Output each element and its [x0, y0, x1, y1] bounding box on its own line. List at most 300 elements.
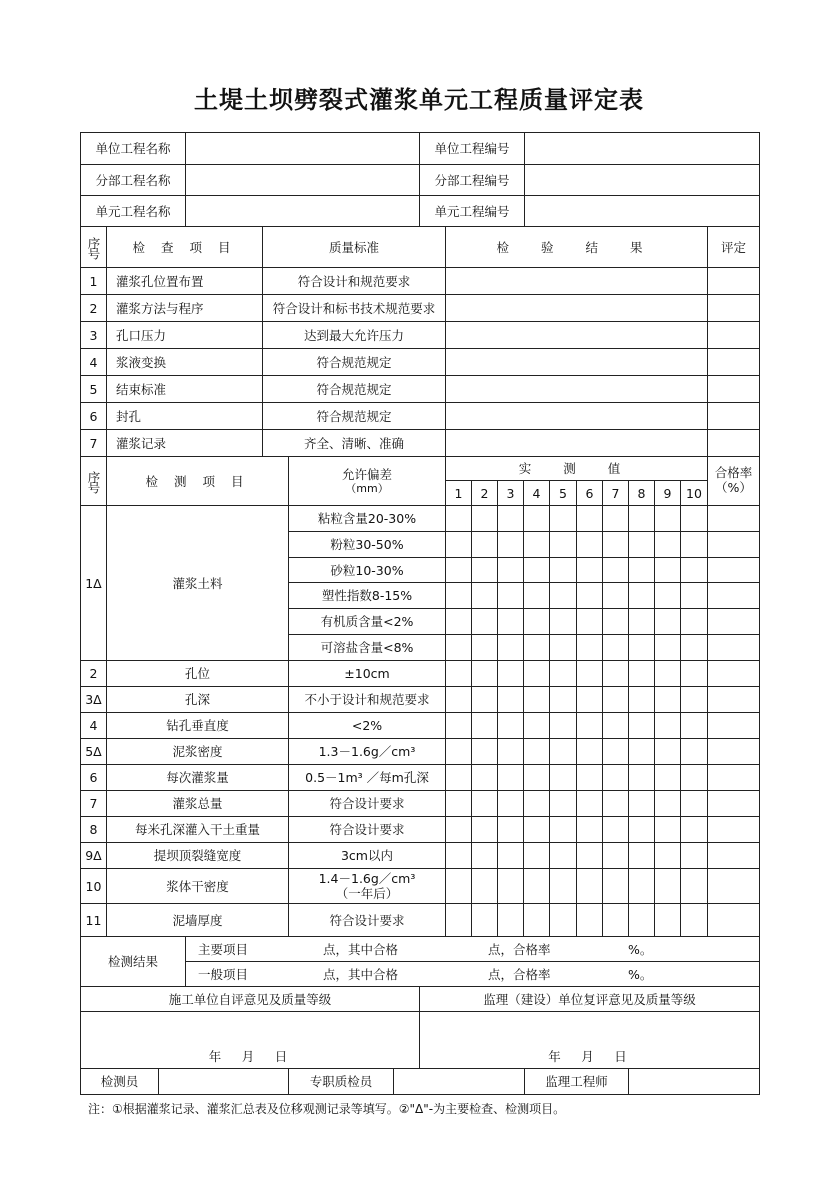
measured-value-field[interactable] [628, 634, 655, 661]
result-points: 点，其中合格 [323, 941, 399, 957]
measured-value-field[interactable] [523, 790, 550, 817]
check-result-field[interactable] [445, 402, 708, 430]
measured-value-field[interactable] [680, 816, 708, 843]
measured-value-field[interactable] [680, 660, 708, 687]
measured-value-field[interactable] [523, 903, 550, 937]
measured-value-field[interactable] [680, 608, 708, 635]
measured-value-field[interactable] [628, 686, 655, 713]
measured-value-field[interactable] [549, 686, 577, 713]
measured-value-field[interactable] [497, 712, 524, 739]
measured-value-field[interactable] [576, 738, 603, 765]
measured-value-field[interactable] [654, 764, 681, 791]
info-value-field[interactable] [185, 164, 420, 196]
measured-value-field[interactable] [680, 764, 708, 791]
pass-rate-field[interactable] [707, 738, 760, 765]
measured-value-field[interactable] [628, 842, 655, 869]
measure-tolerance: 粘粒含量20-30% [288, 505, 446, 532]
qc-label: 专职质检员 [288, 1068, 394, 1095]
measure-tolerance: 粉粒30-50% [288, 531, 446, 558]
measured-value-field[interactable] [549, 764, 577, 791]
measured-value-field[interactable] [497, 738, 524, 765]
measured-value-field[interactable] [628, 531, 655, 558]
measured-value-field[interactable] [654, 608, 681, 635]
measure-seq: 2 [80, 660, 107, 687]
measured-value-field[interactable] [549, 531, 577, 558]
result-row [185, 961, 760, 987]
measured-value-field[interactable] [445, 582, 472, 609]
measured-value-field[interactable] [471, 712, 498, 739]
measured-value-field[interactable] [445, 903, 472, 937]
measured-value-field[interactable] [680, 738, 708, 765]
measured-value-field[interactable] [602, 557, 629, 583]
measured-value-field[interactable] [680, 505, 708, 532]
measured-value-field[interactable] [576, 531, 603, 558]
measure-item: 每米孔深灌入干土重量 [106, 816, 289, 843]
measured-value-field[interactable] [654, 738, 681, 765]
measured-value-field[interactable] [471, 608, 498, 635]
measured-value-field[interactable] [445, 842, 472, 869]
result-pass: 点，合格率 [488, 966, 551, 982]
measured-value-field[interactable] [654, 531, 681, 558]
measure-item: 泥墙厚度 [106, 903, 289, 937]
measured-value-field[interactable] [549, 660, 577, 687]
measure-item: 每次灌浆量 [106, 764, 289, 791]
check-standard: 符合规范规定 [262, 375, 446, 403]
measure-tolerance-header [288, 456, 446, 506]
measured-value-field[interactable] [680, 686, 708, 713]
measured-value-field[interactable] [602, 790, 629, 817]
measured-value-field[interactable] [654, 868, 681, 904]
pass-rate-field[interactable] [707, 505, 760, 532]
check-item-header: 检 查 项 目 [106, 226, 263, 268]
measured-value-field[interactable] [471, 868, 498, 904]
info-code-field[interactable] [524, 132, 760, 165]
check-item: 灌浆记录 [106, 429, 263, 457]
pass-rate-field[interactable] [707, 634, 760, 661]
measured-value-field[interactable] [445, 738, 472, 765]
measured-value-field[interactable] [445, 712, 472, 739]
pass-rate-label: 合格率 [714, 465, 753, 480]
measured-value-field[interactable] [654, 634, 681, 661]
check-rating-field[interactable] [707, 294, 760, 322]
measured-value-field[interactable] [576, 608, 603, 635]
check-result-field[interactable] [445, 267, 708, 295]
check-item: 孔口压力 [106, 321, 263, 349]
check-item: 结束标准 [106, 375, 263, 403]
measured-value-field[interactable] [576, 505, 603, 532]
measure-column-number: 4 [523, 480, 550, 506]
measure-tolerance: 3cm以内 [288, 842, 446, 869]
measured-value-field[interactable] [471, 842, 498, 869]
measured-value-field[interactable] [445, 816, 472, 843]
measure-tolerance: 有机质含量<2% [288, 608, 446, 635]
measured-value-field[interactable] [497, 790, 524, 817]
measured-value-field[interactable] [628, 764, 655, 791]
measure-item: 钻孔垂直度 [106, 712, 289, 739]
measure-column-number: 10 [680, 480, 708, 506]
measured-value-field[interactable] [654, 505, 681, 532]
measure-seq: 1Δ [80, 505, 107, 661]
measure-item: 灌浆土料 [106, 505, 289, 661]
measured-value-field[interactable] [628, 790, 655, 817]
measured-value-field[interactable] [471, 816, 498, 843]
info-value-field[interactable] [185, 195, 420, 227]
pass-rate-field[interactable] [707, 842, 760, 869]
measured-value-field[interactable] [576, 582, 603, 609]
measured-value-field[interactable] [523, 557, 550, 583]
measured-value-field[interactable] [680, 634, 708, 661]
pass-rate-field[interactable] [707, 582, 760, 609]
measured-value-field[interactable] [471, 634, 498, 661]
measured-value-field[interactable] [497, 531, 524, 558]
measured-value-field[interactable] [523, 660, 550, 687]
info-label: 单元工程名称 [80, 195, 186, 227]
measured-value-field[interactable] [523, 531, 550, 558]
measured-value-field[interactable] [602, 686, 629, 713]
measured-value-field[interactable] [549, 842, 577, 869]
measured-value-field[interactable] [471, 505, 498, 532]
tolerance-line: 1.4－1.6g／cm³ [318, 871, 416, 886]
measured-value-field[interactable] [497, 868, 524, 904]
qc-signature-field[interactable] [393, 1068, 525, 1095]
check-rating-field[interactable] [707, 321, 760, 349]
check-seq: 4 [80, 348, 107, 376]
measure-tolerance: 符合设计要求 [288, 816, 446, 843]
measured-value-field[interactable] [576, 816, 603, 843]
measured-value-field[interactable] [680, 531, 708, 558]
check-seq: 6 [80, 402, 107, 430]
contractor-date: 年 月 日 [208, 1049, 292, 1064]
measured-value-field[interactable] [602, 582, 629, 609]
info-code-field[interactable] [524, 195, 760, 227]
check-result-header: 检 验 结 果 [445, 226, 708, 268]
contractor-opinion-field[interactable] [80, 1011, 420, 1069]
info-value-field[interactable] [185, 132, 420, 165]
measured-value-field[interactable] [523, 842, 550, 869]
measured-value-field[interactable] [549, 712, 577, 739]
measure-item: 浆体干密度 [106, 868, 289, 904]
measured-value-field[interactable] [628, 557, 655, 583]
measure-seq: 9Δ [80, 842, 107, 869]
pass-rate-header [707, 456, 760, 506]
check-rating-field[interactable] [707, 348, 760, 376]
measure-item-header: 检 测 项 目 [106, 456, 289, 506]
measure-column-number: 3 [497, 480, 524, 506]
info-code-label: 单位工程编号 [419, 132, 525, 165]
measured-value-field[interactable] [602, 842, 629, 869]
measured-value-field[interactable] [628, 505, 655, 532]
measured-value-field[interactable] [497, 634, 524, 661]
measured-value-field[interactable] [628, 816, 655, 843]
measured-value-field[interactable] [549, 557, 577, 583]
measured-value-field[interactable] [654, 712, 681, 739]
measure-tolerance: 砂粒10-30% [288, 557, 446, 583]
measured-value-field[interactable] [445, 686, 472, 713]
measured-value-field[interactable] [471, 531, 498, 558]
check-item: 浆液变换 [106, 348, 263, 376]
check-item: 灌浆方法与程序 [106, 294, 263, 322]
pass-rate-field[interactable] [707, 816, 760, 843]
measured-value-field[interactable] [523, 764, 550, 791]
measured-value-field[interactable] [680, 842, 708, 869]
measured-value-field[interactable] [576, 712, 603, 739]
measured-value-field[interactable] [680, 903, 708, 937]
check-result-field[interactable] [445, 429, 708, 457]
measured-value-field[interactable] [549, 790, 577, 817]
pass-rate-field[interactable] [707, 608, 760, 635]
measured-value-field[interactable] [628, 712, 655, 739]
measured-value-field[interactable] [523, 712, 550, 739]
measured-value-field[interactable] [576, 790, 603, 817]
measured-value-field[interactable] [549, 582, 577, 609]
measure-item: 孔位 [106, 660, 289, 687]
measured-value-field[interactable] [680, 868, 708, 904]
measured-value-field[interactable] [523, 868, 550, 904]
measured-value-field[interactable] [654, 842, 681, 869]
measured-value-field[interactable] [680, 557, 708, 583]
check-rating-field[interactable] [707, 402, 760, 430]
measured-value-field[interactable] [445, 608, 472, 635]
measured-value-field[interactable] [628, 660, 655, 687]
measured-value-field[interactable] [628, 738, 655, 765]
info-code-field[interactable] [524, 164, 760, 196]
measure-column-number: 9 [654, 480, 681, 506]
check-seq-header: 序号 [80, 226, 107, 268]
measure-seq: 5Δ [80, 738, 107, 765]
measured-value-field[interactable] [497, 660, 524, 687]
measure-tolerance: <2% [288, 712, 446, 739]
measured-value-field[interactable] [497, 608, 524, 635]
measured-value-field[interactable] [576, 557, 603, 583]
measure-item: 孔深 [106, 686, 289, 713]
measured-value-field[interactable] [576, 903, 603, 937]
measured-value-field[interactable] [602, 738, 629, 765]
check-rating-field[interactable] [707, 375, 760, 403]
check-standard: 符合设计和标书技术规范要求 [262, 294, 446, 322]
info-code-label: 单元工程编号 [419, 195, 525, 227]
measured-value-field[interactable] [602, 764, 629, 791]
check-result-field[interactable] [445, 321, 708, 349]
measured-value-field[interactable] [497, 903, 524, 937]
measured-value-field[interactable] [445, 557, 472, 583]
check-standard: 齐全、清晰、准确 [262, 429, 446, 457]
measure-column-number: 7 [602, 480, 629, 506]
measured-value-field[interactable] [445, 790, 472, 817]
measured-value-field[interactable] [445, 634, 472, 661]
pass-rate-field[interactable] [707, 686, 760, 713]
supervisor-opinion-field[interactable] [419, 1011, 760, 1069]
measured-value-field[interactable] [680, 790, 708, 817]
measured-value-field[interactable] [497, 686, 524, 713]
result-pct: %。 [628, 966, 653, 982]
result-label: 检测结果 [80, 936, 186, 987]
pass-rate-field[interactable] [707, 868, 760, 904]
measure-tolerance: 塑性指数8-15% [288, 582, 446, 609]
measure-tolerance: 0.5－1m³ ／每m孔深 [288, 764, 446, 791]
measured-value-field[interactable] [497, 842, 524, 869]
measured-value-field[interactable] [523, 738, 550, 765]
measured-value-field[interactable] [471, 903, 498, 937]
measured-value-field[interactable] [523, 686, 550, 713]
measured-value-field[interactable] [602, 712, 629, 739]
measured-value-field[interactable] [602, 531, 629, 558]
check-rating-field[interactable] [707, 267, 760, 295]
measured-value-field[interactable] [523, 634, 550, 661]
measure-column-number: 8 [628, 480, 655, 506]
measured-value-field[interactable] [680, 582, 708, 609]
measured-value-field[interactable] [497, 582, 524, 609]
measured-value-field[interactable] [602, 608, 629, 635]
check-rating-field[interactable] [707, 429, 760, 457]
pass-rate-field[interactable] [707, 790, 760, 817]
measure-column-number: 6 [576, 480, 603, 506]
measured-value-field[interactable] [628, 582, 655, 609]
measured-value-field[interactable] [471, 738, 498, 765]
pass-rate-field[interactable] [707, 660, 760, 687]
measured-value-field[interactable] [602, 868, 629, 904]
measured-value-field[interactable] [549, 608, 577, 635]
pass-rate-field[interactable] [707, 531, 760, 558]
supervisor-date: 年 月 日 [548, 1049, 631, 1064]
info-label: 分部工程名称 [80, 164, 186, 196]
measured-value-field[interactable] [602, 816, 629, 843]
check-seq: 2 [80, 294, 107, 322]
measured-value-field[interactable] [576, 634, 603, 661]
measure-tolerance: 符合设计要求 [288, 903, 446, 937]
measured-value-field[interactable] [523, 582, 550, 609]
check-seq: 7 [80, 429, 107, 457]
measured-value-field[interactable] [471, 660, 498, 687]
measured-value-field[interactable] [576, 660, 603, 687]
measure-column-number: 5 [549, 480, 577, 506]
measured-value-field[interactable] [497, 557, 524, 583]
measure-column-number: 1 [445, 480, 472, 506]
tolerance-line: （一年后） [335, 886, 399, 901]
measured-value-field[interactable] [523, 608, 550, 635]
measured-value-field[interactable] [445, 868, 472, 904]
check-standard: 符合规范规定 [262, 348, 446, 376]
check-standard-header: 质量标准 [262, 226, 446, 268]
measured-value-field[interactable] [523, 816, 550, 843]
pass-rate-field[interactable] [707, 557, 760, 583]
measure-tolerance: 符合设计要求 [288, 790, 446, 817]
measured-value-field[interactable] [471, 790, 498, 817]
check-standard: 达到最大允许压力 [262, 321, 446, 349]
result-pct: %。 [628, 941, 653, 957]
measured-value-field[interactable] [654, 686, 681, 713]
check-result-field[interactable] [445, 348, 708, 376]
measure-tolerance: 1.3－1.6g／cm³ [288, 738, 446, 765]
check-seq: 5 [80, 375, 107, 403]
measured-value-field[interactable] [549, 634, 577, 661]
measured-value-field[interactable] [471, 557, 498, 583]
measured-value-field[interactable] [471, 582, 498, 609]
measured-value-field[interactable] [549, 505, 577, 532]
measured-value-field[interactable] [602, 660, 629, 687]
measured-value-field[interactable] [628, 868, 655, 904]
inspector-label: 检测员 [80, 1068, 159, 1095]
supervisor-signature-field[interactable] [628, 1068, 760, 1095]
measured-value-field[interactable] [445, 505, 472, 532]
measured-value-field[interactable] [628, 608, 655, 635]
measured-value-field[interactable] [471, 764, 498, 791]
measured-value-field[interactable] [497, 764, 524, 791]
measured-value-field[interactable] [654, 790, 681, 817]
measured-value-field[interactable] [654, 660, 681, 687]
result-row [185, 936, 760, 962]
measured-value-field[interactable] [576, 686, 603, 713]
measured-value-field[interactable] [628, 903, 655, 937]
measured-value-field[interactable] [471, 686, 498, 713]
result-pass: 点，合格率 [488, 941, 551, 957]
check-item: 封孔 [106, 402, 263, 430]
measured-value-field[interactable] [654, 903, 681, 937]
measured-value-field[interactable] [523, 505, 550, 532]
measure-seq: 7 [80, 790, 107, 817]
measured-value-field[interactable] [576, 764, 603, 791]
measured-value-field[interactable] [445, 531, 472, 558]
measured-value-field[interactable] [445, 660, 472, 687]
pass-rate-field[interactable] [707, 903, 760, 937]
page-title: 土堤土坝劈裂式灌浆单元工程质量评定表 [194, 86, 644, 114]
measure-tolerance: ±10cm [288, 660, 446, 687]
pass-rate-field[interactable] [707, 712, 760, 739]
measured-value-field[interactable] [602, 505, 629, 532]
measure-seq: 6 [80, 764, 107, 791]
result-type: 一般项目 [198, 966, 249, 982]
measured-value-field[interactable] [654, 582, 681, 609]
measure-tolerance [288, 868, 446, 904]
info-code-label: 分部工程编号 [419, 164, 525, 196]
contractor-opinion-title: 施工单位自评意见及质量等级 [80, 986, 420, 1012]
pass-rate-field[interactable] [707, 764, 760, 791]
measure-tolerance: 不小于设计和规范要求 [288, 686, 446, 713]
measured-value-field[interactable] [576, 868, 603, 904]
measure-item: 泥浆密度 [106, 738, 289, 765]
check-item: 灌浆孔位置布置 [106, 267, 263, 295]
measured-value-field[interactable] [445, 764, 472, 791]
measured-value-field[interactable] [497, 505, 524, 532]
measure-seq: 3Δ [80, 686, 107, 713]
measure-seq: 8 [80, 816, 107, 843]
check-seq: 1 [80, 267, 107, 295]
measured-value-field[interactable] [680, 712, 708, 739]
measured-value-field[interactable] [654, 557, 681, 583]
measured-value-field[interactable] [602, 903, 629, 937]
result-type: 主要项目 [198, 941, 249, 957]
measure-item: 提坝顶裂缝宽度 [106, 842, 289, 869]
check-result-field[interactable] [445, 375, 708, 403]
measured-value-field[interactable] [549, 868, 577, 904]
supervisor-opinion-title: 监理（建设）单位复评意见及质量等级 [419, 986, 760, 1012]
result-points: 点，其中合格 [323, 966, 399, 982]
measured-value-field[interactable] [576, 842, 603, 869]
pass-rate-unit: （%） [715, 480, 752, 495]
check-rating-header: 评定 [707, 226, 760, 268]
measured-value-field[interactable] [549, 738, 577, 765]
measured-value-field[interactable] [549, 816, 577, 843]
supervisor-label: 监理工程师 [524, 1068, 629, 1095]
measured-value-field[interactable] [654, 816, 681, 843]
check-seq: 3 [80, 321, 107, 349]
check-standard: 符合规范规定 [262, 402, 446, 430]
check-result-field[interactable] [445, 294, 708, 322]
measured-value-field[interactable] [549, 903, 577, 937]
measured-value-field[interactable] [602, 634, 629, 661]
measured-value-field[interactable] [497, 816, 524, 843]
measure-seq: 4 [80, 712, 107, 739]
inspector-signature-field[interactable] [158, 1068, 289, 1095]
